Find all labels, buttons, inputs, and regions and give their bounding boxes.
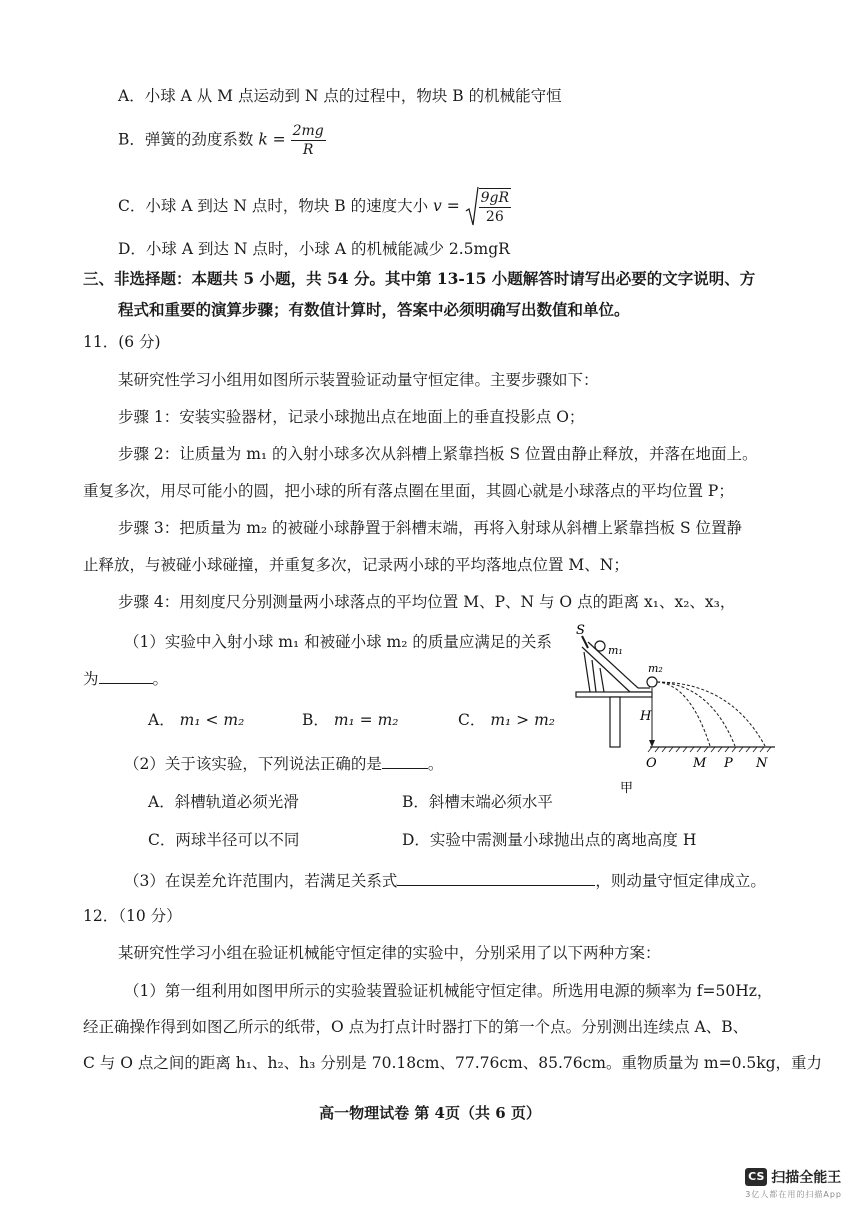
fraction-9gR-over-26 (479, 188, 511, 226)
label-p: P (724, 756, 733, 771)
trajectories (657, 682, 765, 746)
scanner-app-tagline: 3亿人都在用的扫描App (745, 1189, 842, 1199)
fraction-denominator: R (302, 142, 314, 158)
q11-p2-option-a: A．斜槽轨道必须光滑 (148, 793, 299, 811)
label-h: H (640, 709, 652, 724)
option-d: D．小球 A 到达 N 点时，小球 A 的机械能减少 2.5mgR (118, 240, 510, 258)
cs-logo-icon: CS (745, 1168, 767, 1186)
q11-p2-option-b: B．斜槽末端必须水平 (402, 793, 553, 811)
table-leg (610, 697, 620, 747)
label-m2: m₂ (648, 662, 663, 675)
q11-p1-option-b: B． m₁ = m₂ (302, 711, 399, 729)
section3-line2: 程式和重要的演算步骤；有数值计算时，答案中必须明确写出数值和单位。 (118, 300, 630, 319)
q11-p1-option-c: C． m₁ > m₂ (458, 711, 555, 729)
label-m: M (693, 756, 707, 771)
option-b-text: B．弹簧的劲度系数 (118, 130, 254, 149)
q12-header: 12．（10 分） (83, 907, 182, 925)
answer-blank[interactable] (397, 869, 595, 886)
fraction-2mg-over-R (291, 122, 326, 159)
q11-step3b: 止释放，与被碰小球碰撞，并重复多次，记录两小球的平均落地点位置 M、N； (83, 556, 629, 574)
label-n: N (756, 756, 768, 771)
q12-part1-line3: C 与 O 点之间的距离 h₁、h₂、h₃ 分别是 70.18cm、77.76cm、85.76cm。重物质量为 m=0.5kg，重力 (83, 1054, 823, 1072)
q11-step4: 步骤 4：用刻度尺分别测量两小球落点的平均位置 M、P、N 与 O 点的距离 x₁、x₂、x₃， (118, 593, 736, 611)
section3-line1: 三、非选择题：本题共 5 小题，共 54 分。其中第 13-15 小题解答时请写出必要的文字说明、方 (83, 269, 756, 288)
option-a: A．小球 A 从 M 点运动到 N 点的过程中，物块 B 的机械能守恒 (118, 87, 562, 105)
apparatus-figure (560, 622, 785, 800)
q11-intro: 某研究性学习小组用如图所示装置验证动量守恒定律。主要步骤如下： (118, 371, 599, 389)
q11-step2b: 重复多次，用尽可能小的圆，把小球的所有落点圈在里面，其圆心就是小球落点的平均位置 P； (83, 482, 734, 500)
option-c-var: v (433, 197, 442, 215)
q12-part1-line1: （1）第一组利用如图甲所示的实验装置验证机械能守恒定律。所选用电源的频率为 f=50Hz， (124, 982, 773, 1000)
option-b-var: k (258, 130, 268, 149)
fraction-numerator: 2mg (292, 123, 324, 139)
ball-m2 (647, 677, 657, 687)
label-m1: m₁ (608, 644, 623, 657)
arrow-head-icon (649, 740, 655, 747)
radical-sign-icon (465, 185, 479, 229)
label-o: O (646, 756, 657, 771)
sqrt-expression (465, 185, 511, 229)
option-c-text: C．小球 A 到达 N 点时，物块 B 的速度大小 (118, 197, 429, 215)
q11-part1-line1: （1）实验中入射小球 m₁ 和被碰小球 m₂ 的质量应满足的关系 (124, 633, 552, 651)
q11-part2: （2）关于该实验，下列说法正确的是 。 (124, 752, 443, 775)
q11-header: 11．(6 分) (83, 333, 161, 351)
q11-part1-line2: 为 。 (83, 667, 168, 690)
q11-p1-option-a: A． m₁ < m₂ (148, 711, 245, 729)
scanner-app-name: 扫描全能王 (771, 1169, 842, 1186)
option-b: B．弹簧的劲度系数 k = $\frac{2mg}{R}$ (118, 123, 324, 158)
page-footer: 高一物理试卷 第 4页（共 6 页） (319, 1104, 541, 1122)
scanner-watermark (745, 1166, 842, 1200)
fraction-denominator: 26 (485, 209, 504, 225)
ball-m1 (595, 641, 605, 651)
q12-intro: 某研究性学习小组在验证机械能守恒定律的实验中，分别采用了以下两种方案： (118, 944, 661, 962)
q11-step2a: 步骤 2：让质量为 m₁ 的入射小球多次从斜槽上紧靠挡板 S 位置由静止释放，并落在地面上。 (118, 445, 758, 463)
q12-part1-line2: 经正确操作得到如图乙所示的纸带，O 点为打点计时器打下的第一个点。分别测出连续点 A、B、 (83, 1018, 749, 1036)
table-top (576, 692, 652, 697)
figure-caption: 甲 (620, 781, 634, 796)
answer-blank[interactable] (382, 752, 428, 769)
answer-blank[interactable] (99, 667, 153, 684)
q11-step1: 步骤 1：安装实验器材，记录小球抛出点在地面上的垂直投影点 O； (118, 408, 585, 426)
q11-p2-option-d: D．实验中需测量小球抛出点的离地高度 H (402, 831, 697, 849)
ground-hatching (648, 747, 771, 752)
option-c: C．小球 A 到达 N 点时，物块 B 的速度大小 v = $\frac{9gR}{26}$ (118, 185, 511, 229)
q11-part3: （3）在误差允许范围内，若满足关系式 ，则动量守恒定律成立。 (124, 869, 766, 892)
label-s: S (576, 623, 585, 638)
q11-step3a: 步骤 3：把质量为 m₂ 的被碰小球静置于斜槽末端，再将入射球从斜槽上紧靠挡板 S 位置静 (118, 519, 743, 537)
q11-p2-option-c: C．两球半径可以不同 (148, 831, 300, 849)
fraction-numerator: 9gR (480, 190, 510, 206)
